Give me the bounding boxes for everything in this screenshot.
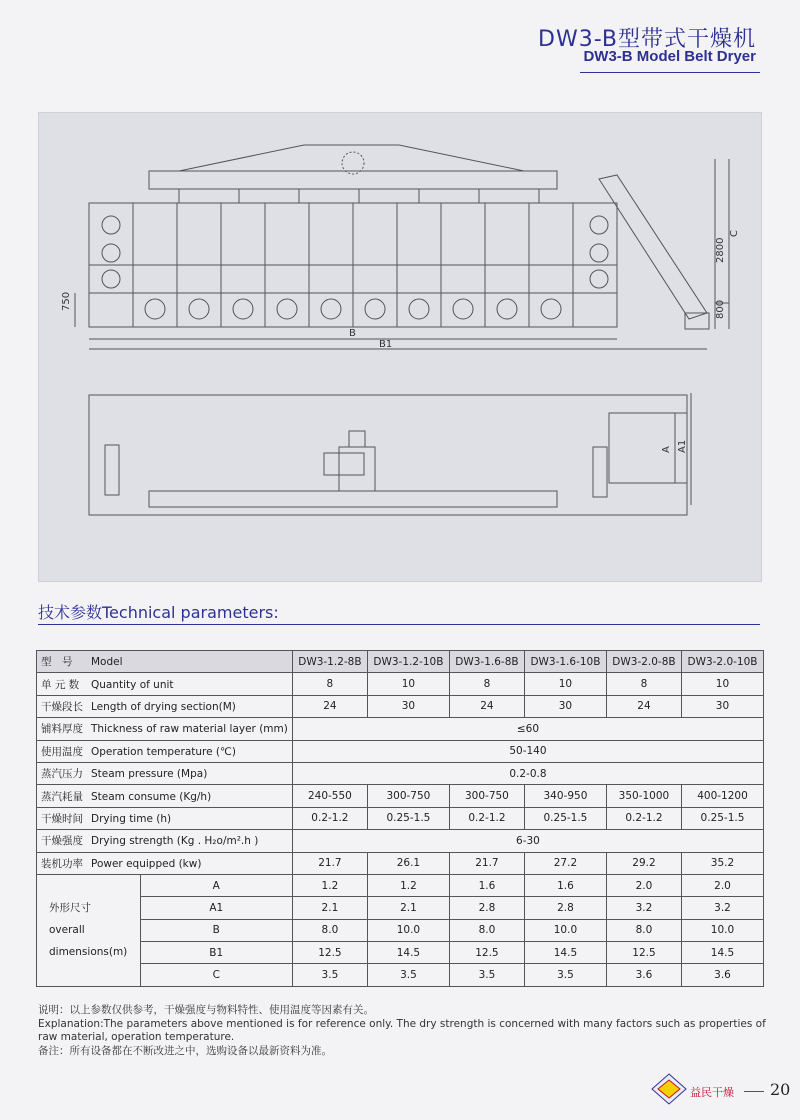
row-label-en: Steam pressure (Mpa) bbox=[91, 768, 208, 781]
row-label bbox=[37, 762, 293, 784]
table-cell: 3.2 bbox=[681, 897, 763, 919]
dims-row bbox=[37, 897, 764, 919]
row-label bbox=[37, 673, 293, 695]
table-cell: 2.0 bbox=[681, 874, 763, 896]
table-cell: 10.0 bbox=[681, 919, 763, 941]
dim-A: A bbox=[661, 446, 672, 453]
table-cell: 300-750 bbox=[449, 785, 524, 807]
table-cell: 8 bbox=[292, 673, 367, 695]
notes bbox=[38, 1004, 768, 1058]
table-cell: 10 bbox=[681, 673, 763, 695]
header-label bbox=[37, 651, 293, 673]
row-label-cn: 铺料厚度 bbox=[41, 723, 83, 736]
table-cell: 12.5 bbox=[606, 942, 681, 964]
table-cell: 24 bbox=[606, 695, 681, 717]
footer-line bbox=[744, 1091, 764, 1092]
table-row bbox=[37, 852, 764, 874]
row-label bbox=[37, 740, 293, 762]
table-row bbox=[37, 695, 764, 717]
table-cell: 10 bbox=[524, 673, 606, 695]
row-label bbox=[37, 830, 293, 852]
table-row bbox=[37, 830, 764, 852]
table-cell: 0.25-1.5 bbox=[681, 807, 763, 829]
row-label bbox=[37, 695, 293, 717]
table-cell: 8 bbox=[449, 673, 524, 695]
table-cell: 12.5 bbox=[292, 942, 367, 964]
table-cell: 0.25-1.5 bbox=[367, 807, 449, 829]
table-cell: 10.0 bbox=[524, 919, 606, 941]
table-row bbox=[37, 785, 764, 807]
model-header: DW3-1.2-8B bbox=[292, 651, 367, 673]
table-cell: 0.2-1.2 bbox=[449, 807, 524, 829]
dim-C: C bbox=[729, 230, 740, 237]
table-cell: 8.0 bbox=[292, 919, 367, 941]
table-header-row bbox=[37, 651, 764, 673]
row-label-cn: 装机功率 bbox=[41, 857, 83, 870]
row-label-cn: 单 元 数 bbox=[41, 678, 80, 691]
table-cell: 1.2 bbox=[292, 874, 367, 896]
table-cell: 0.2-1.2 bbox=[292, 807, 367, 829]
table-cell: 3.5 bbox=[292, 964, 367, 986]
technical-drawing bbox=[38, 112, 762, 582]
table-cell: 2.8 bbox=[449, 897, 524, 919]
table-cell: 21.7 bbox=[449, 852, 524, 874]
row-label bbox=[37, 785, 293, 807]
table-cell: 35.2 bbox=[681, 852, 763, 874]
table-cell: 8.0 bbox=[606, 919, 681, 941]
header-label-cn: 型 号 bbox=[41, 656, 73, 669]
table-cell: 10.0 bbox=[367, 919, 449, 941]
dim-B1: B1 bbox=[379, 339, 393, 350]
dim-name: B1 bbox=[140, 942, 292, 964]
header-label-en: Model bbox=[91, 656, 123, 669]
row-label-en: Thickness of raw material layer (mm) bbox=[91, 723, 288, 736]
row-label-cn: 使用温度 bbox=[41, 745, 83, 758]
table-cell: 3.5 bbox=[524, 964, 606, 986]
footer-brand: 益民干燥 bbox=[690, 1086, 734, 1099]
dims-label-line: 外形尺寸 bbox=[49, 902, 91, 915]
row-label-cn: 蒸汽压力 bbox=[41, 768, 83, 781]
row-label-en: Operation temperature (℃) bbox=[91, 745, 236, 758]
table-row bbox=[37, 740, 764, 762]
model-header: DW3-1.6-8B bbox=[449, 651, 524, 673]
table-cell: 240-550 bbox=[292, 785, 367, 807]
table-cell: 21.7 bbox=[292, 852, 367, 874]
table-row bbox=[37, 807, 764, 829]
dryer-drawing-svg bbox=[39, 113, 761, 581]
title-rule bbox=[580, 72, 760, 73]
table-cell: 14.5 bbox=[681, 942, 763, 964]
company-logo bbox=[650, 1072, 688, 1106]
table-cell: 10 bbox=[367, 673, 449, 695]
dims-row bbox=[37, 964, 764, 986]
table-cell: 400-1200 bbox=[681, 785, 763, 807]
table-cell: 12.5 bbox=[449, 942, 524, 964]
row-label-en: Drying strength (Kg . H₂o/m².h ) bbox=[91, 835, 259, 848]
table-cell: 350-1000 bbox=[606, 785, 681, 807]
section-title: 技术参数Technical parameters: bbox=[38, 603, 279, 622]
table-cell: 26.1 bbox=[367, 852, 449, 874]
note-cn: 说明：以上参数仅供参考，干燥强度与物料特性、使用温度等因素有关。 bbox=[38, 1004, 374, 1016]
dim-2800: 2800 bbox=[715, 237, 726, 263]
dim-name: A bbox=[140, 874, 292, 896]
row-label-en: Quantity of unit bbox=[91, 678, 174, 691]
model-header: DW3-2.0-10B bbox=[681, 651, 763, 673]
table-cell: 340-950 bbox=[524, 785, 606, 807]
parameters-table bbox=[36, 650, 764, 987]
table-cell: 30 bbox=[524, 695, 606, 717]
table-cell: 3.5 bbox=[367, 964, 449, 986]
table-cell: 24 bbox=[292, 695, 367, 717]
merged-value: ≤60 bbox=[292, 718, 763, 740]
table-cell: 1.2 bbox=[367, 874, 449, 896]
row-label bbox=[37, 852, 293, 874]
note-remark: 备注：所有设备都在不断改进之中，选购设备以最新资料为准。 bbox=[38, 1044, 332, 1057]
table-cell: 1.6 bbox=[524, 874, 606, 896]
table-cell: 14.5 bbox=[524, 942, 606, 964]
dim-A1: A1 bbox=[677, 439, 688, 453]
table-cell: 0.2-1.2 bbox=[606, 807, 681, 829]
hood bbox=[179, 145, 524, 171]
merged-value: 50-140 bbox=[292, 740, 763, 762]
table-cell: 2.1 bbox=[292, 897, 367, 919]
dims-row bbox=[37, 919, 764, 941]
table-cell: 3.5 bbox=[449, 964, 524, 986]
dim-name: B bbox=[140, 919, 292, 941]
dims-row bbox=[37, 942, 764, 964]
table-cell: 2.1 bbox=[367, 897, 449, 919]
table-cell: 29.2 bbox=[606, 852, 681, 874]
row-label-cn: 干燥时间 bbox=[41, 812, 83, 825]
dims-row bbox=[37, 874, 764, 896]
model-header: DW3-1.6-10B bbox=[524, 651, 606, 673]
table-cell: 27.2 bbox=[524, 852, 606, 874]
row-label-cn: 干燥强度 bbox=[41, 835, 83, 848]
row-label bbox=[37, 807, 293, 829]
dims-label-line: overall bbox=[49, 924, 85, 937]
page-title-en: DW3-B Model Belt Dryer bbox=[583, 48, 756, 65]
table-cell: 24 bbox=[449, 695, 524, 717]
table-cell: 3.2 bbox=[606, 897, 681, 919]
dim-800: 800 bbox=[715, 299, 726, 319]
table-cell: 8.0 bbox=[449, 919, 524, 941]
dim-750: 750 bbox=[61, 291, 72, 311]
table-cell: 30 bbox=[367, 695, 449, 717]
row-label-en: Power equipped (kw) bbox=[91, 857, 202, 870]
table-cell: 3.6 bbox=[681, 964, 763, 986]
table-cell: 14.5 bbox=[367, 942, 449, 964]
table-cell: 300-750 bbox=[367, 785, 449, 807]
table-cell: 30 bbox=[681, 695, 763, 717]
merged-value: 0.2-0.8 bbox=[292, 762, 763, 784]
page-number: 20 bbox=[770, 1080, 791, 1099]
table-cell: 1.6 bbox=[449, 874, 524, 896]
model-header: DW3-2.0-8B bbox=[606, 651, 681, 673]
row-label-en: Steam consume (Kg/h) bbox=[91, 790, 212, 803]
model-header: DW3-1.2-10B bbox=[367, 651, 449, 673]
table-row bbox=[37, 718, 764, 740]
row-label bbox=[37, 718, 293, 740]
row-label-en: Length of drying section(M) bbox=[91, 700, 236, 713]
table-row bbox=[37, 673, 764, 695]
dims-label-line: dimensions(m) bbox=[49, 946, 128, 959]
dim-name: A1 bbox=[140, 897, 292, 919]
table-cell: 3.6 bbox=[606, 964, 681, 986]
elevator bbox=[599, 175, 707, 319]
table-cell: 2.8 bbox=[524, 897, 606, 919]
row-label-cn: 蒸汽耗量 bbox=[41, 790, 83, 803]
table-row bbox=[37, 762, 764, 784]
note-en: Explanation:The parameters above mentioned is for reference only. The dry strength is concerned with many factors such as properties of raw material, operation temperature. bbox=[38, 1017, 766, 1043]
merged-value: 6-30 bbox=[292, 830, 763, 852]
table-cell: 0.25-1.5 bbox=[524, 807, 606, 829]
row-label-cn: 干燥段长 bbox=[41, 700, 83, 713]
page-title-cn: DW3-B型带式干燥机 bbox=[538, 27, 756, 52]
section-rule bbox=[38, 624, 760, 625]
table-cell: 2.0 bbox=[606, 874, 681, 896]
dim-name: C bbox=[140, 964, 292, 986]
table-cell: 8 bbox=[606, 673, 681, 695]
dims-label bbox=[37, 874, 141, 986]
row-label-en: Drying time (h) bbox=[91, 812, 172, 825]
dim-B: B bbox=[349, 328, 356, 339]
